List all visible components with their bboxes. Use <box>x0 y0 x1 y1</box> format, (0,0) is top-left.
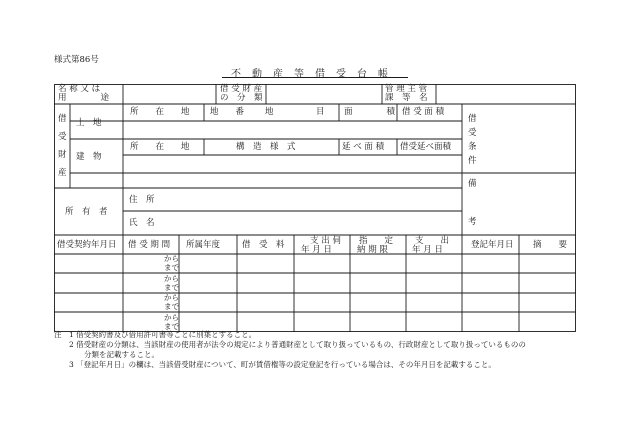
footnote-text: 借受財産の分類は、当該財産の使用者が法令の規定により普通財産として取り扱っているもの、行政財産として取り扱っているものの <box>76 340 526 349</box>
conditions-char-4: 件 <box>468 156 477 166</box>
area-header: 面 積 <box>344 107 396 117</box>
payment-notice-header-line1: 支 出 伺 <box>310 236 341 246</box>
footnote-2 <box>54 340 584 360</box>
registration-date-header: 登記年月日 <box>471 240 514 250</box>
category-label-line1: 借 受 財 産 <box>220 84 263 94</box>
form-number: 様式第86号 <box>54 55 99 65</box>
name-usage-label-line2: 用 途 <box>58 93 110 103</box>
property-side-char-3: 財 <box>58 150 67 160</box>
name-usage-label-line1: 名 称 又 は <box>58 84 101 94</box>
payment-header-line2: 年 月 日 <box>412 245 443 255</box>
period-from-label: から <box>164 293 179 302</box>
fee-header: 借 受 料 <box>242 240 285 250</box>
owner-label: 所 有 者 <box>65 207 108 217</box>
building-label: 建 物 <box>76 152 102 162</box>
period-to-label: まで <box>164 283 179 292</box>
conditions-char-1: 借 <box>468 114 477 124</box>
footnote-text: 借受契約書及び借用許可書等ごとに別葉とすること。 <box>76 330 257 339</box>
land-location-header: 所 在 地 <box>130 107 190 117</box>
manager-label-line2: 課 等 名 <box>385 93 428 103</box>
remarks-char-2: 考 <box>468 217 477 227</box>
building-location-header: 所 在 地 <box>130 142 190 152</box>
footnote-1 <box>54 330 584 340</box>
category-label-line2: の 分 類 <box>220 93 263 103</box>
period-from-label: から <box>164 313 179 322</box>
leased-floor-area-header: 借受延べ面積 <box>400 142 452 152</box>
footnote-label: 2 <box>54 340 74 349</box>
leased-area-header: 借 受 面 積 <box>402 107 445 117</box>
contract-date-header: 借受契約年月日 <box>57 240 117 250</box>
period-from-label: から <box>164 274 179 283</box>
period-to-label: まで <box>164 302 179 311</box>
footnote-label: 注 1 <box>54 330 74 339</box>
payment-notice-header-line2: 年 月 日 <box>301 245 332 255</box>
owner-address-label: 住 所 <box>129 195 155 205</box>
footnote-label: 3 <box>54 360 74 369</box>
footnotes <box>54 330 584 370</box>
conditions-char-3: 条 <box>468 142 477 152</box>
footnote-text: 「登記年月日」の欄は、当該借受財産について、町が賃借権等の設定登記を行っている場合は、その年月日を記載すること。 <box>76 360 496 369</box>
period-to-label: まで <box>164 322 179 331</box>
footnote-3 <box>54 360 584 370</box>
conditions-char-2: 受 <box>468 128 477 138</box>
property-side-char-4: 産 <box>58 168 67 178</box>
footnote-text-continued: 分類を記載すること。 <box>84 350 159 359</box>
property-side-char-1: 借 <box>58 114 67 124</box>
lot-number-header: 地 番 <box>210 107 245 117</box>
land-category-header: 地 目 <box>265 107 325 117</box>
floor-area-header: 延 べ 面 積 <box>342 142 385 152</box>
summary-header: 摘 要 <box>533 240 568 250</box>
form-grid-lines <box>54 84 576 332</box>
structure-header: 構 造 様 式 <box>236 142 296 152</box>
payment-header-line1: 支 出 <box>415 236 450 246</box>
title-underline <box>222 77 408 78</box>
fiscal-year-header: 所属年度 <box>186 240 221 250</box>
page-title: 不動産等借受台帳 <box>231 69 399 80</box>
period-from-label: から <box>164 254 179 263</box>
remarks-char-1: 備 <box>468 179 477 189</box>
manager-label-line1: 管 理 主 管 <box>385 84 428 94</box>
ledger-form <box>54 84 576 332</box>
designated-header-line1: 指 定 <box>359 236 394 246</box>
land-label: 土 地 <box>76 118 102 128</box>
period-to-label: まで <box>164 263 179 272</box>
owner-name-label: 氏 名 <box>129 218 155 228</box>
property-side-char-2: 受 <box>58 132 67 142</box>
lease-period-header: 借 受 期 間 <box>128 240 171 250</box>
designated-header-line2: 納 期 限 <box>357 245 388 255</box>
